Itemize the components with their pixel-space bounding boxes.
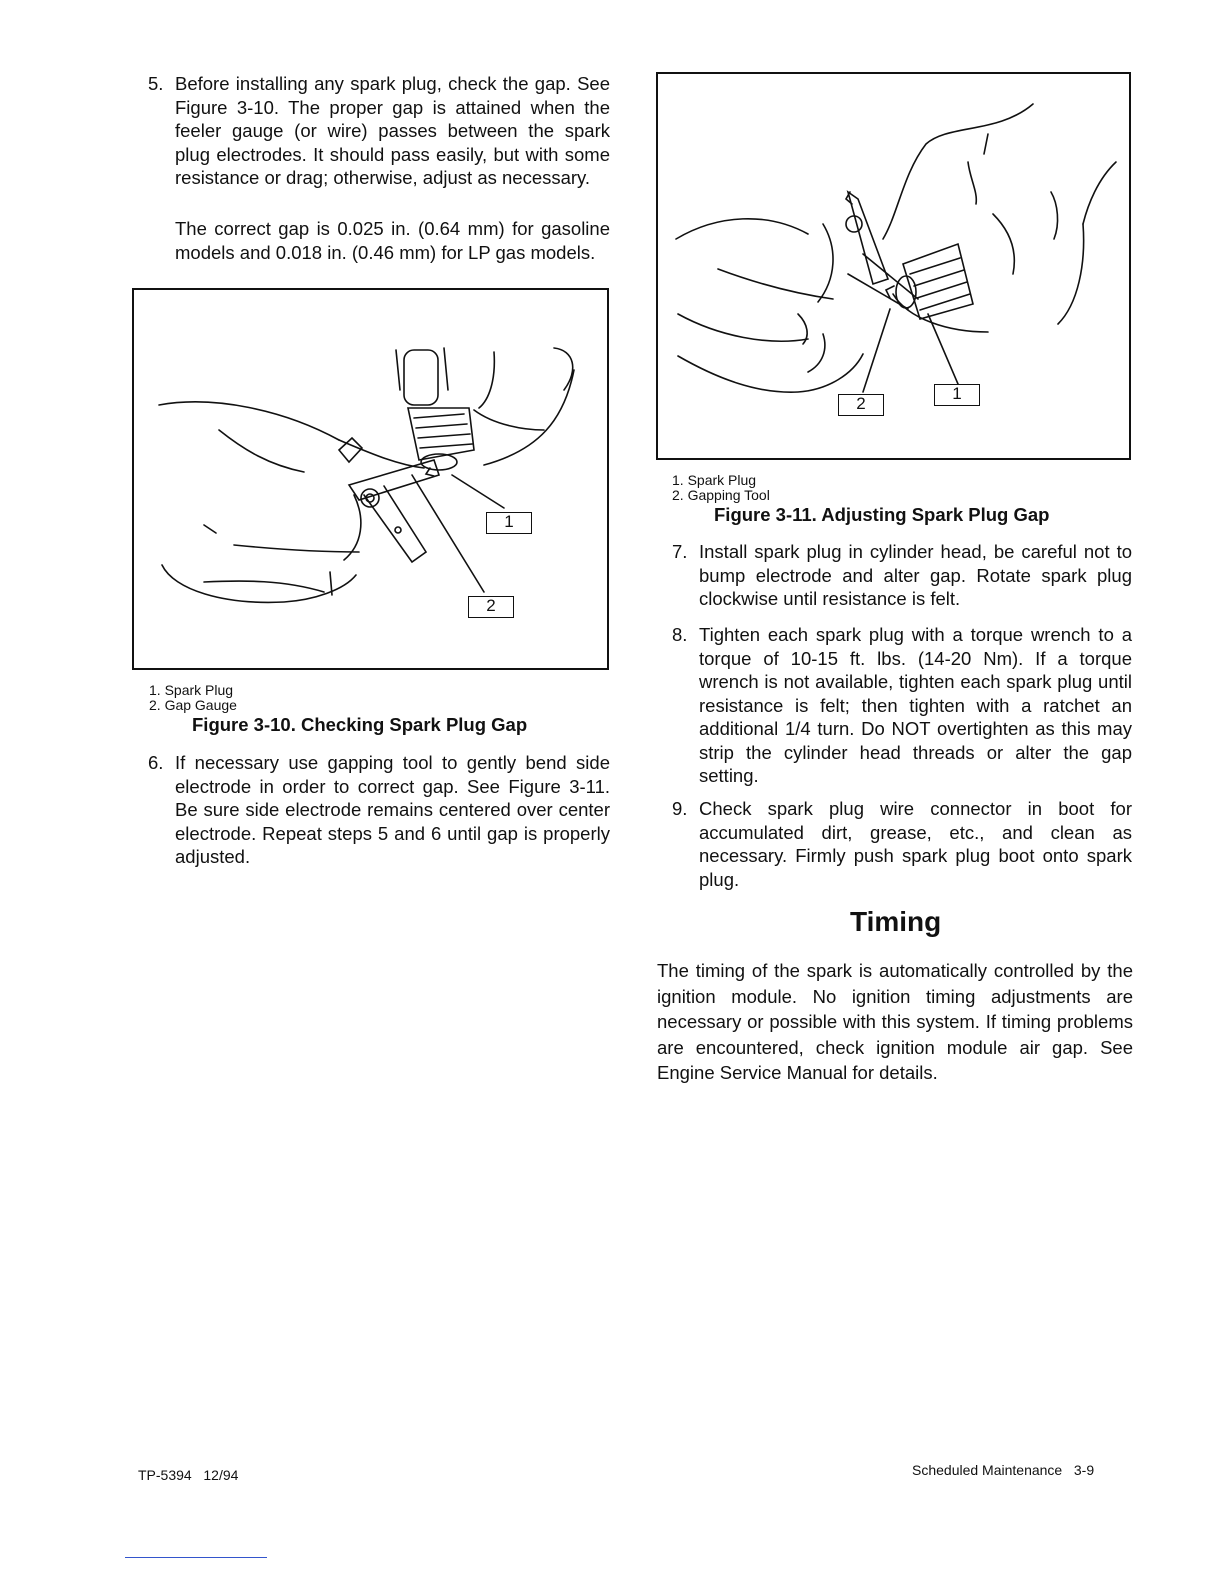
- step-text: Tighten each spark plug with a torque wrench to a torque of 10-15 ft. lbs. (14-20 Nm). If a torque wrench is not available, tighten each spark plug until resistance is felt; then tighten with a ratchet an additional 1/4 turn. Do NOT overtighten as this may strip the cylinder head threads or alter the gap setting.: [699, 624, 1132, 786]
- legend-item-gapping-tool: 2. Gapping Tool: [672, 487, 770, 503]
- spark-plug-gap-gauge-drawing: [134, 290, 607, 668]
- step-text: Check spark plug wire connector in boot for accumulated dirt, grease, etc., and clean as necessary. Firmly push spark plug boot onto spark plug.: [699, 798, 1132, 890]
- legend-item-spark-plug: 1. Spark Plug: [672, 472, 757, 488]
- footer-document-id: TP-5394 12/94: [138, 1467, 239, 1483]
- figure-3-10-legend: [149, 683, 237, 713]
- legend-item-gap-gauge: 2. Gap Gauge: [149, 697, 237, 713]
- figure-3-11-callout-2: 2: [838, 394, 884, 416]
- figure-3-10-callout-2: 2: [468, 596, 514, 618]
- step-number: 7.: [672, 541, 688, 562]
- step-number: 8.: [672, 624, 688, 645]
- figure-3-10-illustration: [132, 288, 609, 670]
- step-number: 9.: [672, 798, 688, 819]
- footer-section-page: Scheduled Maintenance 3-9: [912, 1462, 1095, 1478]
- figure-3-10-callout-1: 1: [486, 512, 532, 534]
- figure-3-11-illustration: [656, 72, 1131, 460]
- step-text: Before installing any spark plug, check the gap. See Figure 3-10. The proper gap is attained when the feeler gauge (or wire) passes between the spark plug electrodes. It should pass easily, but with some resistance or drag; otherwise, adjust as necessary.: [175, 73, 610, 188]
- step-text: If necessary use gapping tool to gently bend side electrode in order to correct gap. See Figure 3-11. Be sure side electrode remains centered over center electrode. Repeat steps 5 and 6 until gap is properly adjusted.: [175, 752, 610, 867]
- bottom-rule: [125, 1557, 267, 1558]
- step-text: Install spark plug in cylinder head, be careful not to bump electrode and alter gap. Rotate spark plug clockwise until resistance is felt.: [699, 541, 1132, 609]
- step-number: 6.: [148, 752, 164, 773]
- figure-3-11-caption: Figure 3-11. Adjusting Spark Plug Gap: [714, 504, 1050, 525]
- step-number: 5.: [148, 73, 164, 94]
- section-heading-timing: Timing: [850, 906, 942, 937]
- timing-paragraph: The timing of the spark is automatically controlled by the ignition module. No ignition timing adjustments are necessary or possible with this system. If timing problems are encountered, check ignition module air gap. See Engine Service Manual for details.: [657, 960, 1133, 1083]
- figure-3-11-legend: [672, 473, 770, 503]
- spark-plug-gapping-tool-drawing: [658, 74, 1129, 458]
- figure-3-11-callout-1: 1: [934, 384, 980, 406]
- figure-3-10-caption: Figure 3-10. Checking Spark Plug Gap: [192, 714, 528, 735]
- step-text-gap-spec: The correct gap is 0.025 in. (0.64 mm) for gasoline models and 0.018 in. (0.46 mm) for LP gas models.: [175, 218, 610, 263]
- legend-item-spark-plug: 1. Spark Plug: [149, 682, 234, 698]
